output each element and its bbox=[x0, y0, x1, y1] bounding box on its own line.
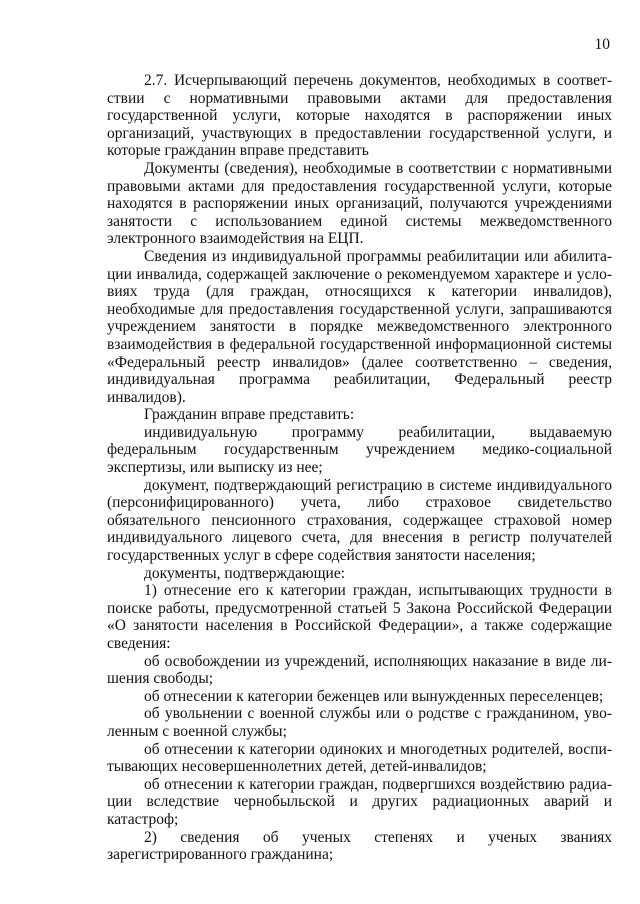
list-item: об отнесении к категории одиноких и многодетных родителей, воспитывающих несовершеннолетних детей, детей-инвалидов; bbox=[107, 740, 612, 776]
list-item: индивидуальную программу реабилитации, выдаваемую федеральным государственным учреждением медико-социальной экспертизы, или выписку из нее; bbox=[107, 423, 612, 477]
section-heading-2-7: 2.7. Исчерпывающий перечень документов, необходимых в соответствии с нормативными правовыми актами для предоставления государственной услуги, которые находятся в распоряжении иных организаций, участвующих в предоставлении государственной услуги, и которые гражданин вправе представить bbox=[107, 72, 612, 160]
page-number: 10 bbox=[594, 36, 610, 53]
paragraph: Документы (сведения), необходимые в соответствии с нормативными правовыми актами для предоставления государственной услуги, которые находятся в распоряжении иных организаций, получаются учреждениями занятости с использованием единой системы межведомственного электронного взаимодействия на ЕЦП. bbox=[107, 159, 612, 248]
list-item: 2) сведения об ученых степенях и ученых званиях зарегистрированного гражданина; bbox=[107, 828, 612, 864]
document-body bbox=[107, 72, 612, 864]
paragraph: Гражданин вправе представить: bbox=[144, 406, 355, 424]
list-item: 1) отнесение его к категории граждан, испытывающих трудности в поиске работы, предусмотренной статьей 5 Закона Российской Федерации «О занятости населения в Российской Федерации», а также содержащие сведения: bbox=[107, 582, 612, 652]
list-item: об освобождении из учреждений, исполняющих наказание в виде лишения свободы; bbox=[107, 652, 612, 688]
list-item: об увольнении с военной службы или о родстве с гражданином, уволенным с военной службы; bbox=[107, 705, 612, 740]
paragraph: документы, подтверждающие: bbox=[144, 564, 346, 582]
list-item: об отнесении к категории граждан, подвергшихся воздействию радиации вследствие чернобыльской и других радиационных аварий и катастроф; bbox=[107, 775, 612, 828]
paragraph: Сведения из индивидуальной программы реабилитации или абилитации инвалида, содержащей заключение о рекомендуемом характере и условиях труда (для граждан, относящихся к категории инвалидов), необходимые для предоставления государственной услуги, запрашиваются учреждением занятости в порядке межведомственного электронного взаимодействия в федеральной государственной информационной системы «Федеральный реестр инвалидов» (далее соответственно – сведения, индивидуальная программа реабилитации, Федеральный реестр инвалидов). bbox=[107, 247, 612, 406]
list-item: документ, подтверждающий регистрацию в системе индивидуального (персонифицированного) учета, либо страховое свидетельство обязательного пенсионного страхования, содержащее страховой номер индивидуального лицевого счета, для внесения в регистр получателей государственных услуг в сфере содействия занятости населения; bbox=[107, 476, 612, 565]
list-item: об отнесении к категории беженцев или вынужденных переселенцев; bbox=[144, 687, 604, 705]
